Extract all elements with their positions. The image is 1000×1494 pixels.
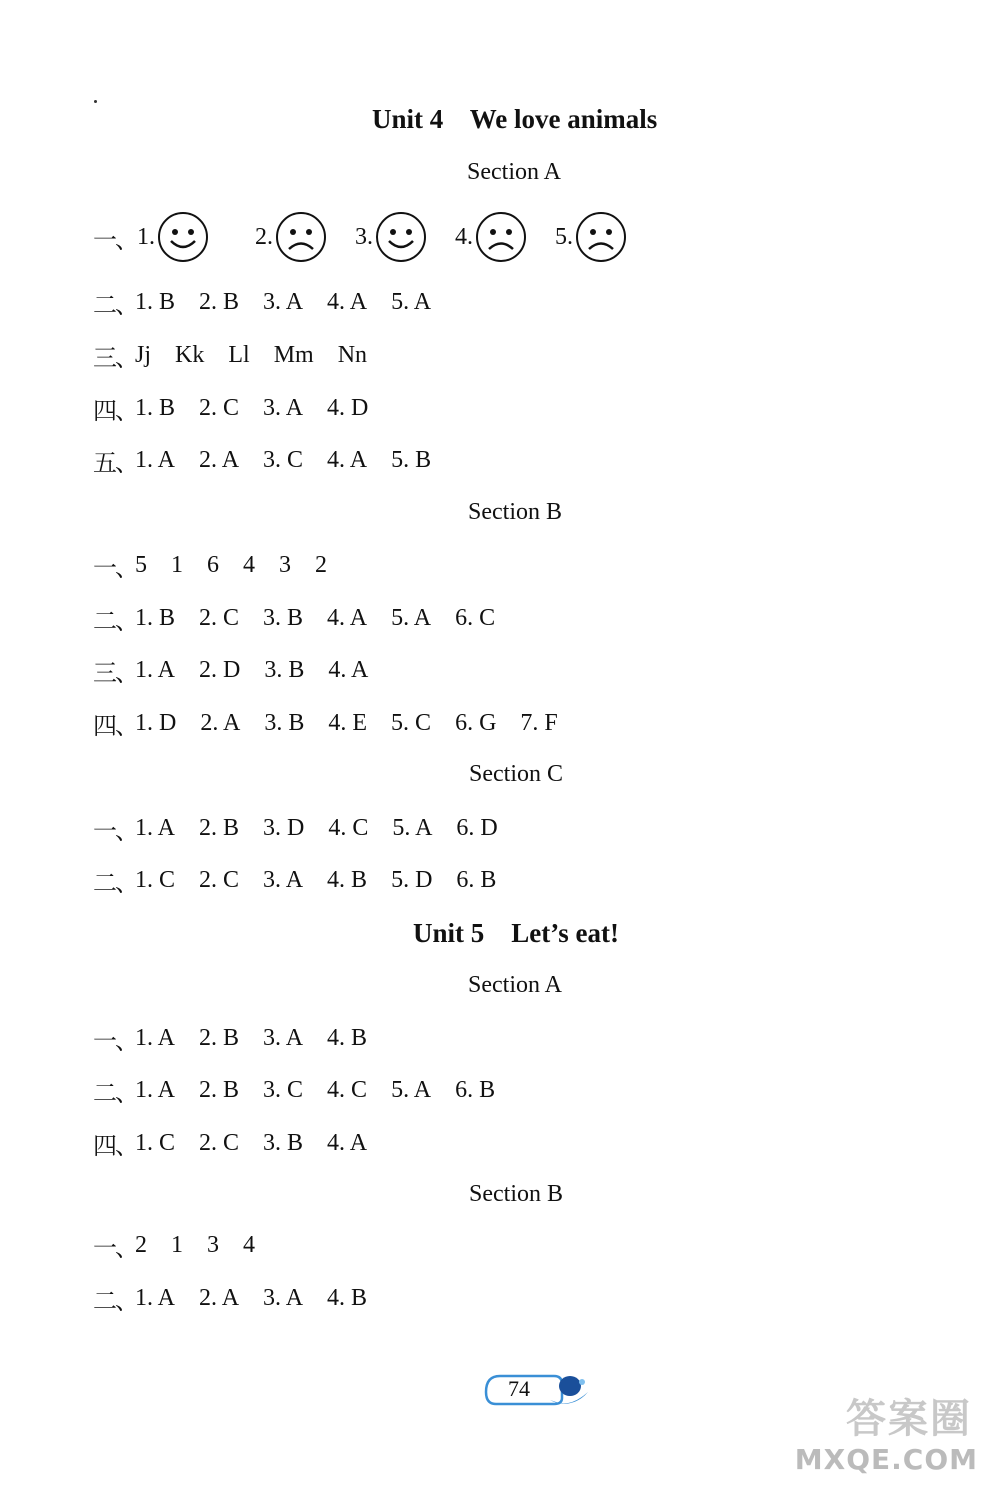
- answer-item: 5. B: [391, 446, 432, 473]
- row-lead: 二、: [93, 292, 137, 319]
- answer-item: 2. B: [199, 1076, 240, 1103]
- answer-item: 3. A: [263, 1024, 304, 1051]
- smiley-sad-icon: [575, 211, 627, 263]
- answer-row: [93, 550, 327, 580]
- answer-item: 5. C: [391, 709, 432, 736]
- row-lead: 四、: [93, 1133, 137, 1160]
- answer-item: 2. B: [199, 814, 240, 841]
- row-lead: 二、: [93, 608, 137, 635]
- answer-item: 4. A: [327, 288, 368, 315]
- unit-5-title: Unit 5 Let’s eat!: [413, 918, 619, 948]
- answer-item: 2: [135, 1231, 147, 1258]
- answer-item: Mm: [273, 341, 314, 368]
- answer-item: 4: [243, 551, 255, 578]
- face-answer-num: 2.: [255, 223, 273, 250]
- answer-row: [93, 655, 368, 685]
- answer-item: 3. D: [263, 814, 305, 841]
- answer-item: 2. A: [199, 446, 240, 473]
- answer-item: 1. C: [135, 866, 176, 893]
- answer-item: 7. F: [520, 709, 558, 736]
- stray-mark: [94, 100, 97, 103]
- answer-row: [93, 1283, 367, 1313]
- answer-item: 3. A: [263, 866, 304, 893]
- answer-item: 3. A: [263, 288, 304, 315]
- watermark-cn: 答案圈: [846, 1396, 972, 1442]
- answer-item: 1. A: [135, 446, 176, 473]
- row-lead: 三、: [93, 345, 137, 372]
- row-lead: 一、: [93, 818, 137, 845]
- answer-item: 2: [315, 551, 327, 578]
- answer-item: 3. B: [264, 709, 305, 736]
- answer-item: 1: [171, 1231, 183, 1258]
- row-lead: 一、: [93, 227, 137, 254]
- unit-4-section-b-title: Section B: [468, 499, 562, 525]
- watermark-site: MXQE.COM: [794, 1443, 978, 1476]
- answer-item: 3. A: [263, 1284, 304, 1311]
- answer-item: 2. C: [199, 1129, 240, 1156]
- answer-item: 2. D: [199, 656, 241, 683]
- row-lead: 二、: [93, 1080, 137, 1107]
- answer-item: 4. A: [327, 446, 368, 473]
- page-number-badge-icon: [482, 1370, 592, 1410]
- answer-item: 4. E: [328, 709, 368, 736]
- answer-item: 4. C: [327, 1076, 368, 1103]
- answer-item: 4: [243, 1231, 255, 1258]
- answer-item: 6. D: [456, 814, 498, 841]
- answer-row: [93, 445, 431, 475]
- answer-item: 1. A: [135, 1284, 176, 1311]
- face-answer-num: 3.: [355, 223, 373, 250]
- row-lead: 一、: [93, 1028, 137, 1055]
- answer-row: [93, 865, 496, 895]
- answer-item: 6. B: [455, 1076, 496, 1103]
- answer-item: 1. A: [135, 1076, 176, 1103]
- answer-item: 6. G: [455, 709, 497, 736]
- answer-item: 4. B: [327, 1284, 368, 1311]
- face-answer-5: [555, 211, 627, 263]
- answer-item: 6. B: [456, 866, 497, 893]
- answer-row: [93, 1230, 255, 1260]
- answer-item: 1. A: [135, 1024, 176, 1051]
- answer-item: 3. C: [263, 446, 304, 473]
- answer-item: 2. C: [199, 866, 240, 893]
- answer-item: 2. A: [200, 709, 241, 736]
- answer-item: Nn: [337, 341, 368, 368]
- row-lead: 一、: [93, 555, 137, 582]
- answer-item: 3: [207, 1231, 219, 1258]
- row-lead: 四、: [93, 713, 137, 740]
- answer-item: 4. B: [327, 1024, 368, 1051]
- answer-row: [93, 393, 368, 423]
- row-lead: 二、: [93, 870, 137, 897]
- answer-item: 3. B: [263, 604, 304, 631]
- answer-item: 4. D: [327, 394, 369, 421]
- smiley-happy-icon: [375, 211, 427, 263]
- face-answer-4: [455, 211, 527, 263]
- answer-item: 5. D: [391, 866, 433, 893]
- answer-item: 1. B: [135, 288, 176, 315]
- answer-item: 4. A: [328, 656, 369, 683]
- answer-item: 5: [135, 551, 147, 578]
- answer-row-faces: [93, 222, 643, 252]
- answer-item: Ll: [228, 341, 250, 368]
- answer-item: 3. A: [263, 394, 304, 421]
- row-lead: 四、: [93, 398, 137, 425]
- answer-item: 2. B: [199, 1024, 240, 1051]
- answer-row: [93, 287, 431, 317]
- face-answer-2: [255, 211, 327, 263]
- face-answer-num: 1.: [137, 223, 155, 250]
- answer-item: 1. B: [135, 394, 176, 421]
- answer-item: 3. C: [263, 1076, 304, 1103]
- answer-item: 5. A: [391, 288, 432, 315]
- row-lead: 一、: [93, 1235, 137, 1262]
- answer-row: [93, 1075, 495, 1105]
- unit-4-title: Unit 4 We love animals: [372, 104, 658, 134]
- answer-item: 4. B: [327, 866, 368, 893]
- smiley-happy-icon: [157, 211, 209, 263]
- answer-row: [93, 340, 367, 370]
- face-answer-num: 4.: [455, 223, 473, 250]
- row-lead: 二、: [93, 1288, 137, 1315]
- answer-item: 3. B: [263, 1129, 304, 1156]
- unit-4-section-a-title: Section A: [467, 159, 561, 185]
- answer-item: 5. A: [392, 814, 433, 841]
- row-lead: 五、: [93, 450, 137, 477]
- answer-item: 1. C: [135, 1129, 176, 1156]
- face-answer-3: [355, 211, 427, 263]
- unit-5-section-b-title: Section B: [469, 1181, 563, 1207]
- row-lead: 三、: [93, 660, 137, 687]
- smiley-sad-icon: [475, 211, 527, 263]
- unit-4-section-c-title: Section C: [469, 761, 563, 787]
- answer-row: [93, 603, 495, 633]
- answer-item: 1. D: [135, 709, 177, 736]
- smiley-sad-icon: [275, 211, 327, 263]
- answer-item: 1. B: [135, 604, 176, 631]
- answer-item: 5. A: [391, 604, 432, 631]
- answer-item: Jj: [135, 341, 152, 368]
- answer-item: 4. C: [328, 814, 369, 841]
- answer-item: 6: [207, 551, 219, 578]
- answer-item: 1. A: [135, 814, 176, 841]
- answer-row: [93, 813, 498, 843]
- answer-item: 4. A: [327, 1129, 368, 1156]
- answer-row: [93, 1023, 367, 1053]
- face-answer-1: [137, 211, 209, 263]
- page-number: 74: [508, 1376, 530, 1401]
- face-answer-num: 5.: [555, 223, 573, 250]
- answer-item: Kk: [175, 341, 205, 368]
- answer-item: 4. A: [327, 604, 368, 631]
- answer-item: 1: [171, 551, 183, 578]
- answer-item: 2. A: [199, 1284, 240, 1311]
- answer-row: [93, 708, 558, 738]
- answer-item: 1. A: [135, 656, 176, 683]
- answer-item: 2. B: [199, 288, 240, 315]
- answer-row: [93, 1128, 367, 1158]
- unit-5-section-a-title: Section A: [468, 972, 562, 998]
- answer-item: 3. B: [264, 656, 305, 683]
- answer-item: 6. C: [455, 604, 496, 631]
- answer-item: 3: [279, 551, 291, 578]
- answer-item: 2. C: [199, 394, 240, 421]
- answer-item: 5. A: [391, 1076, 432, 1103]
- answer-item: 2. C: [199, 604, 240, 631]
